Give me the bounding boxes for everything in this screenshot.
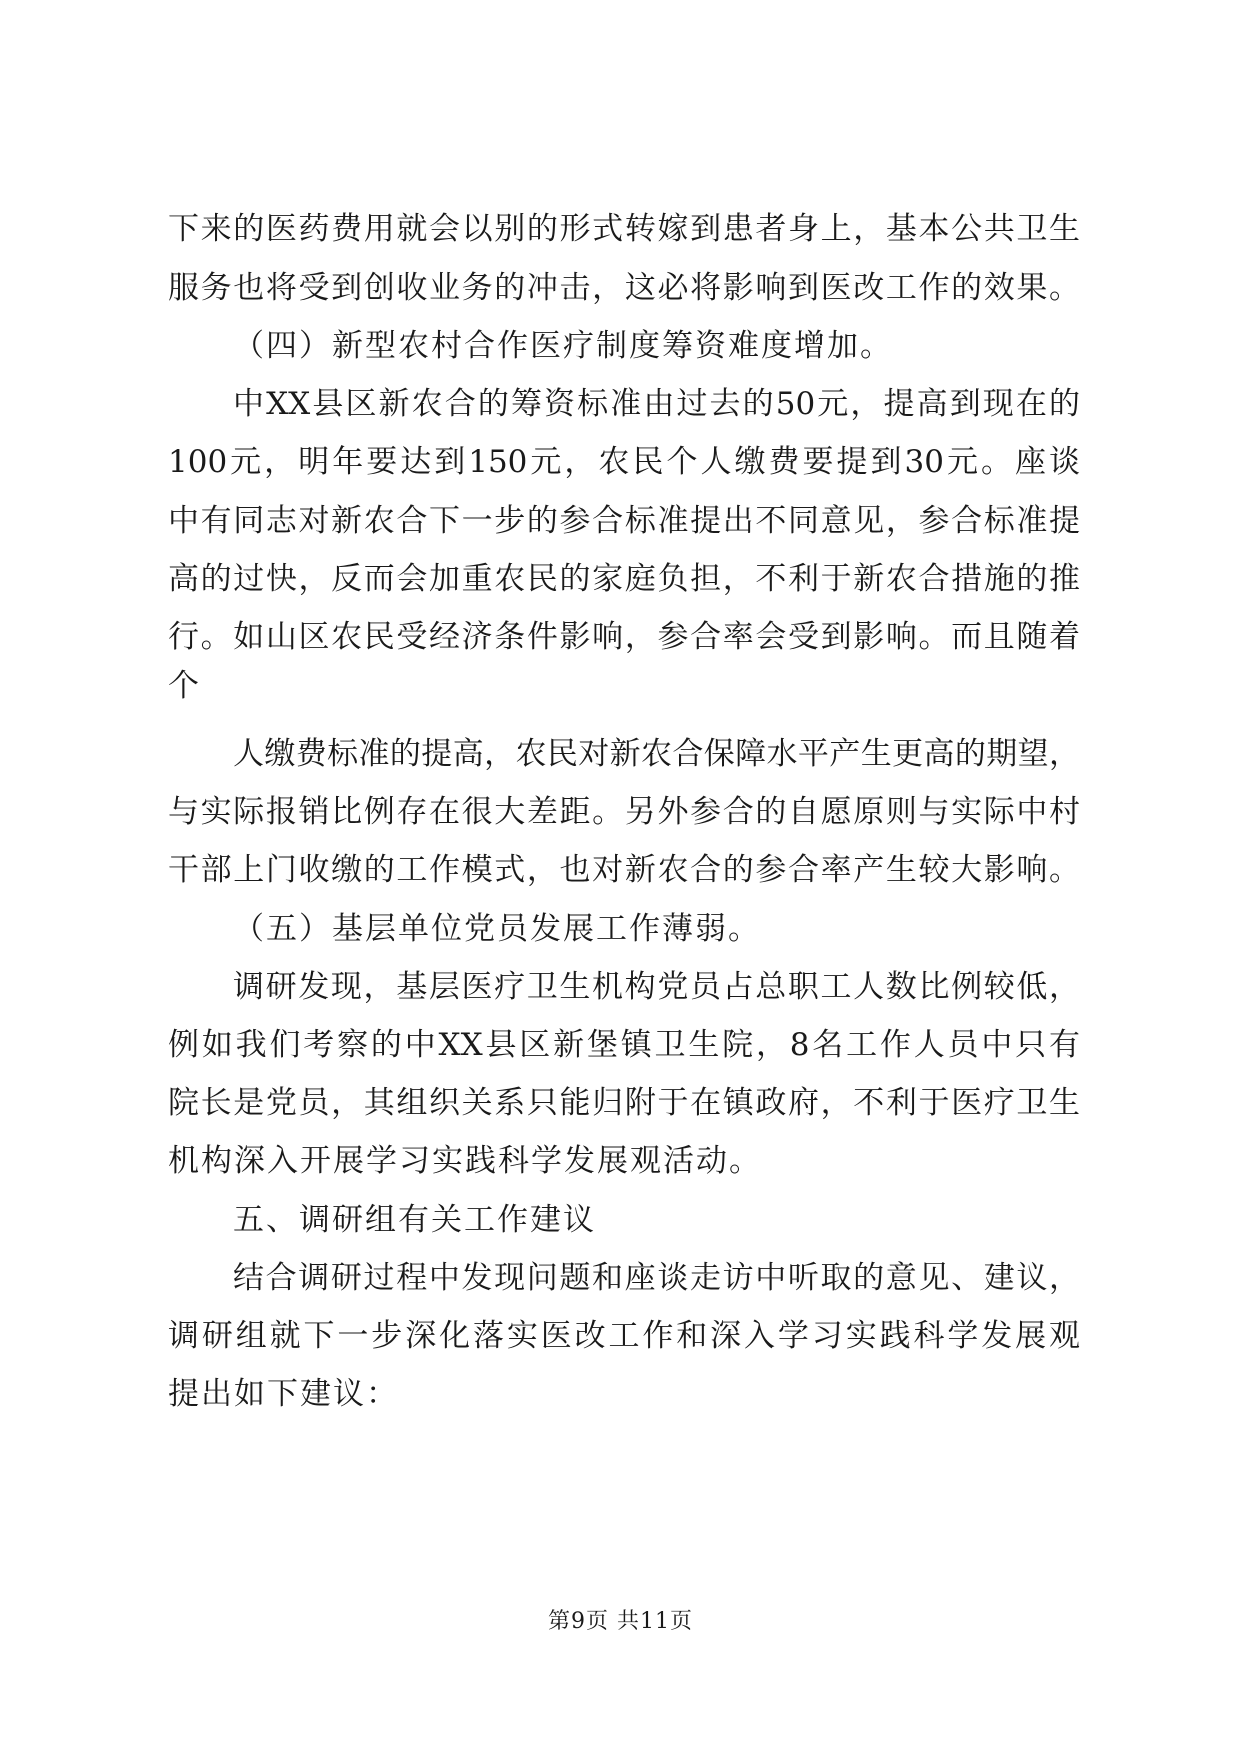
chapter-heading-5: 五、调研组有关工作建议 xyxy=(233,1202,596,1238)
section-heading-5: （五）基层单位党员发展工作薄弱。 xyxy=(233,911,761,947)
body-line: 干部上门收缴的工作模式，也对新农合的参合率产生较大影响。 xyxy=(168,852,1080,888)
body-line: 服务也将受到创收业务的冲击，这必将影响到医改工作的效果。 xyxy=(168,270,1080,306)
body-line: 人缴费标准的提高，农民对新农合保障水平产生更高的期望， xyxy=(233,736,1080,772)
body-line: 高的过快，反而会加重农民的家庭负担，不利于新农合措施的推 xyxy=(168,561,1080,597)
section-heading-4: （四）新型农村合作医疗制度筹资难度增加。 xyxy=(233,328,893,364)
body-line: 调研发现，基层医疗卫生机构党员占总职工人数比例较低， xyxy=(233,969,1080,1005)
page-number-footer: 第9页 共11页 xyxy=(548,1609,693,1634)
body-line: 行。如山区农民受经济条件影响，参合率会受到影响。而且随着 xyxy=(168,619,1080,655)
body-line: 院长是党员，其组织关系只能归附于在镇政府，不利于医疗卫生 xyxy=(168,1085,1080,1121)
body-line: 100元，明年要达到150元，农民个人缴费要提到30元。座谈 xyxy=(168,444,1080,480)
body-line: 中XX县区新农合的筹资标准由过去的50元，提高到现在的 xyxy=(233,386,1080,422)
body-line: 个 xyxy=(168,668,201,704)
body-line: 例如我们考察的中XX县区新堡镇卫生院，8名工作人员中只有 xyxy=(168,1027,1080,1063)
body-line: 机构深入开展学习实践科学发展观活动。 xyxy=(168,1143,762,1179)
body-line: 中有同志对新农合下一步的参合标准提出不同意见，参合标准提 xyxy=(168,503,1080,539)
body-line: 下来的医药费用就会以别的形式转嫁到患者身上，基本公共卫生 xyxy=(168,211,1080,247)
body-line: 提出如下建议： xyxy=(168,1376,399,1412)
body-line: 调研组就下一步深化落实医改工作和深入学习实践科学发展观 xyxy=(168,1318,1080,1354)
body-line: 与实际报销比例存在很大差距。另外参合的自愿原则与实际中村 xyxy=(168,794,1080,830)
body-line: 结合调研过程中发现问题和座谈走访中听取的意见、建议， xyxy=(233,1260,1080,1296)
